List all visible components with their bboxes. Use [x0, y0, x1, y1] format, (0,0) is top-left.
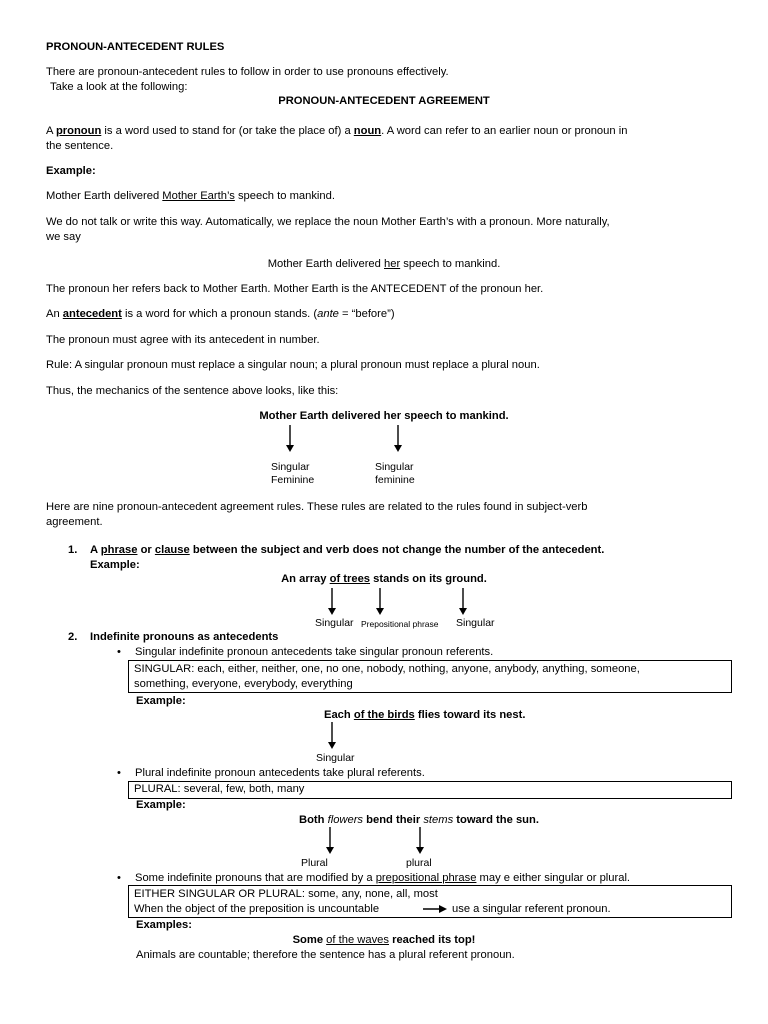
arrow-down-icon [327, 722, 339, 750]
arrow-down-icon [327, 588, 339, 616]
rule-2-last-line: Animals are countable; therefore the sentence has a plural referent pronoun. [136, 949, 515, 961]
bullet-1-text: Singular indefinite pronoun antecedents take singular pronoun referents. [135, 646, 494, 658]
arrow-down-icon [393, 425, 405, 453]
intro-line-2: Take a look at the following: [50, 81, 188, 93]
rule-1-sentence: An array of trees stands on its ground. [281, 573, 487, 585]
rule-2-label-singular: Singular [316, 752, 355, 764]
term-noun: noun [353, 125, 382, 137]
either-box-line-2a: When the object of the preposition is uncountable [134, 903, 380, 915]
rule-1-number: 1. [68, 544, 78, 556]
paragraph-2-line-2: we say [46, 231, 81, 243]
rule-2-title: Indefinite pronouns as antecedents [90, 631, 279, 643]
arrow-down-icon [415, 827, 427, 855]
rule-1-text: A phrase or clause between the subject and verb does not change the number of the antecedent. [90, 544, 605, 556]
antecedent-definition: An antecedent is a word for which a pronoun stands. (ante = “before”) [46, 308, 395, 320]
example-sentence-2: Mother Earth delivered her speech to mankind. [267, 258, 501, 270]
nine-rules-line-2: agreement. [46, 516, 103, 528]
arrow-down-icon [285, 425, 297, 453]
arrow-down-icon [375, 588, 387, 616]
rule-2-label-plural: Plural [301, 857, 328, 869]
pronoun-definition: A pronoun is a word used to stand for (or take the place of) a noun. A word can refer to an earlier noun or pronoun in [46, 125, 628, 137]
rule-1-example-label: Example: [90, 559, 140, 571]
rule-2-sentence-3: Some of the waves reached its top! [292, 934, 476, 946]
refers-line: The pronoun her refers back to Mother Earth. Mother Earth is the ANTECEDENT of the pronoun her. [46, 283, 544, 295]
rule-line: Rule: A singular pronoun must replace a singular noun; a plural pronoun must replace a plural noun. [46, 359, 540, 371]
intro-line-1: There are pronoun-antecedent rules to follow in order to use pronouns effectively. [46, 66, 449, 78]
bullet-icon: • [117, 767, 121, 779]
arrow-right-icon [423, 904, 449, 914]
rule-2-sentence-1: Each of the birds flies toward its nest. [324, 709, 526, 721]
either-box-line-2b: use a singular referent pronoun. [452, 903, 611, 915]
bullet-2-text: Plural indefinite pronoun antecedents take plural referents. [135, 767, 425, 779]
singular-box-line-1: SINGULAR: each, either, neither, one, no one, nobody, nothing, anyone, anybody, anything, someone, [134, 663, 640, 675]
label-feminine-2: feminine [375, 474, 415, 486]
bullet-icon: • [117, 646, 121, 658]
agree-line: The pronoun must agree with its antecedent in number. [46, 334, 320, 346]
singular-box-line-2: something, everyone, everybody, everything [134, 678, 353, 690]
example-label: Example: [46, 165, 96, 177]
document-title: PRONOUN-ANTECEDENT RULES [46, 41, 225, 53]
rule-2-examples-label: Examples: [136, 919, 192, 931]
rule-1-label-singular: Singular [315, 617, 354, 629]
term-pronoun: pronoun [55, 125, 102, 137]
label-singular-1: Singular [271, 461, 310, 473]
example-sentence-1: Mother Earth delivered Mother Earth’s speech to mankind. [46, 190, 335, 202]
section-heading: PRONOUN-ANTECEDENT AGREEMENT [278, 95, 490, 107]
arrow-down-icon [325, 827, 337, 855]
plural-box-text: PLURAL: several, few, both, many [134, 783, 305, 795]
rule-1-label-prepositional: Prepositional phrase [361, 619, 439, 629]
rule-2-sentence-2: Both flowers bend their stems toward the sun. [299, 814, 539, 826]
bullet-3-text: Some indefinite pronouns that are modified by a prepositional phrase may e either singular or plural. [135, 872, 631, 884]
thus-line: Thus, the mechanics of the sentence above looks, like this: [46, 385, 339, 397]
pronoun-definition-cont: the sentence. [46, 140, 114, 152]
rule-2-example-2-label: Example: [136, 799, 186, 811]
label-singular-2: Singular [375, 461, 414, 473]
arrow-down-icon [458, 588, 470, 616]
rule-2-example-1-label: Example: [136, 695, 186, 707]
rule-2-number: 2. [68, 631, 78, 643]
nine-rules-line-1: Here are nine pronoun-antecedent agreement rules. These rules are related to the rules found in subject-verb [46, 501, 588, 513]
mechanics-sentence: Mother Earth delivered her speech to mankind. [259, 410, 509, 422]
rule-2-label-plural-2: plural [406, 857, 432, 869]
label-feminine-1: Feminine [271, 474, 315, 486]
bullet-icon: • [117, 872, 121, 884]
either-box-line-1: EITHER SINGULAR OR PLURAL: some, any, none, all, most [134, 888, 438, 900]
paragraph-2-line-1: We do not talk or write this way. Automatically, we replace the noun Mother Earth’s with a pronoun. More naturally, [46, 216, 610, 228]
rule-1-label-singular-2: Singular [456, 617, 495, 629]
